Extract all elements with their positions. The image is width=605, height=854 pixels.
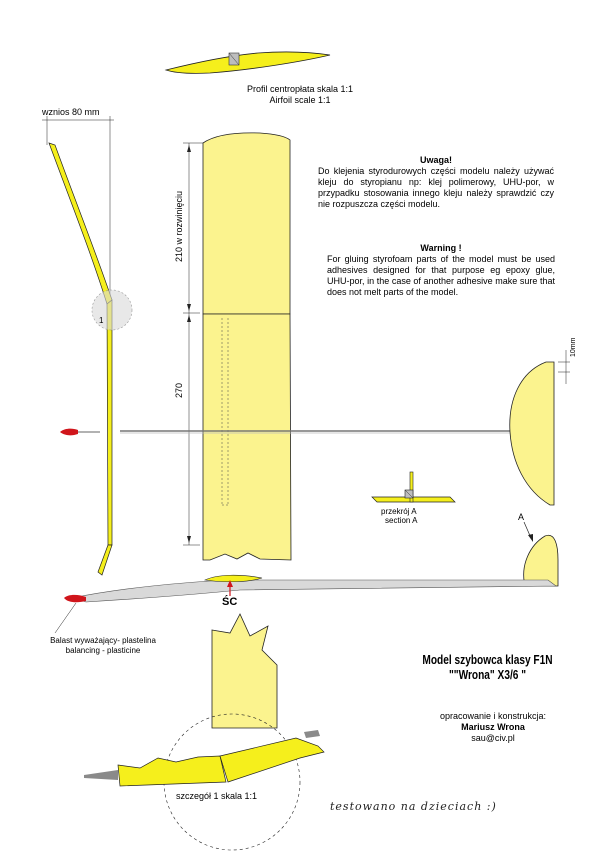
author-label: opracowanie i konstrukcja: xyxy=(439,711,547,721)
front-nose-red xyxy=(60,429,78,436)
note-en-heading: Warning ! xyxy=(420,243,462,253)
detail-joint-right xyxy=(220,738,324,782)
note-pl-heading: Uwaga! xyxy=(419,155,452,165)
airfoil-caption xyxy=(230,84,370,106)
side-fin xyxy=(524,535,558,586)
detail-joint-left xyxy=(118,756,226,786)
detail-1 xyxy=(84,714,324,850)
author-email: sau@civ.pl xyxy=(471,733,515,743)
author-block xyxy=(418,711,568,744)
note-en-body: For gluing styrofoam parts of the model must be used adhesives designed for that purpose eg epoxy glue, UHU-por, in the case of another adhesive make sure that does not melt parts of the model. xyxy=(327,254,555,297)
detail-circle-1 xyxy=(92,290,132,330)
author-name: Mariusz Wrona xyxy=(461,722,525,732)
note-pl-body: Do klejenia styrodurowych części modelu należy używać kleju do styropianu np: klej polimerowy, UHU-por, w przypadku stosowania innego kleju należy sprawdzić czy nie rozpuszcza części modelu. xyxy=(318,166,554,209)
stab-thickness-label: 10mm xyxy=(570,337,577,357)
side-view xyxy=(55,512,558,633)
stabilizer xyxy=(510,362,554,505)
airfoil-profile xyxy=(166,52,330,73)
section-label-pl: przekrój A xyxy=(381,507,417,516)
span-developed-label: 210 w rozwinięciu xyxy=(174,190,184,262)
airfoil-caption-en: Airfoil scale 1:1 xyxy=(269,95,331,105)
front-wing-center xyxy=(107,300,112,545)
ballast-label-en: balancing - plasticine xyxy=(65,646,141,655)
note-en xyxy=(327,243,555,298)
wing-tip-panel xyxy=(212,614,277,728)
front-wing-outer xyxy=(49,143,112,304)
side-nose-red xyxy=(64,595,86,602)
dihedral-label: wznios 80 mm xyxy=(42,107,100,117)
detail-label: szczegół 1 skala 1:1 xyxy=(176,791,258,801)
top-fuselage xyxy=(120,337,577,505)
section-marker: A xyxy=(518,512,525,522)
footer-note: testowano na dzieciach :) xyxy=(330,800,497,813)
cg-label: ŚC xyxy=(222,596,238,608)
wing-center-panel xyxy=(203,314,291,560)
ballast-caption xyxy=(28,636,178,656)
title-line2: ""Wrona" X3/6 " xyxy=(448,667,527,682)
airfoil-caption-pl: Profil centropłata skala 1:1 xyxy=(246,84,354,94)
span-center-label: 270 xyxy=(174,382,184,398)
side-fuselage xyxy=(72,580,556,602)
front-view xyxy=(42,116,132,575)
section-a-drawing xyxy=(372,472,455,525)
wing-outer-panel xyxy=(203,133,290,314)
front-wing-tail xyxy=(98,545,112,575)
title-line1: Model szybowca klasy F1N xyxy=(422,652,553,667)
airfoil-shape xyxy=(166,52,330,73)
detail-circle-number: 1 xyxy=(99,316,104,325)
note-pl xyxy=(318,155,554,210)
model-title xyxy=(395,652,580,682)
top-wing xyxy=(203,133,291,560)
ballast-label-pl: Balast wyważający- plastelina xyxy=(50,636,156,645)
section-label-en: section A xyxy=(385,516,418,525)
